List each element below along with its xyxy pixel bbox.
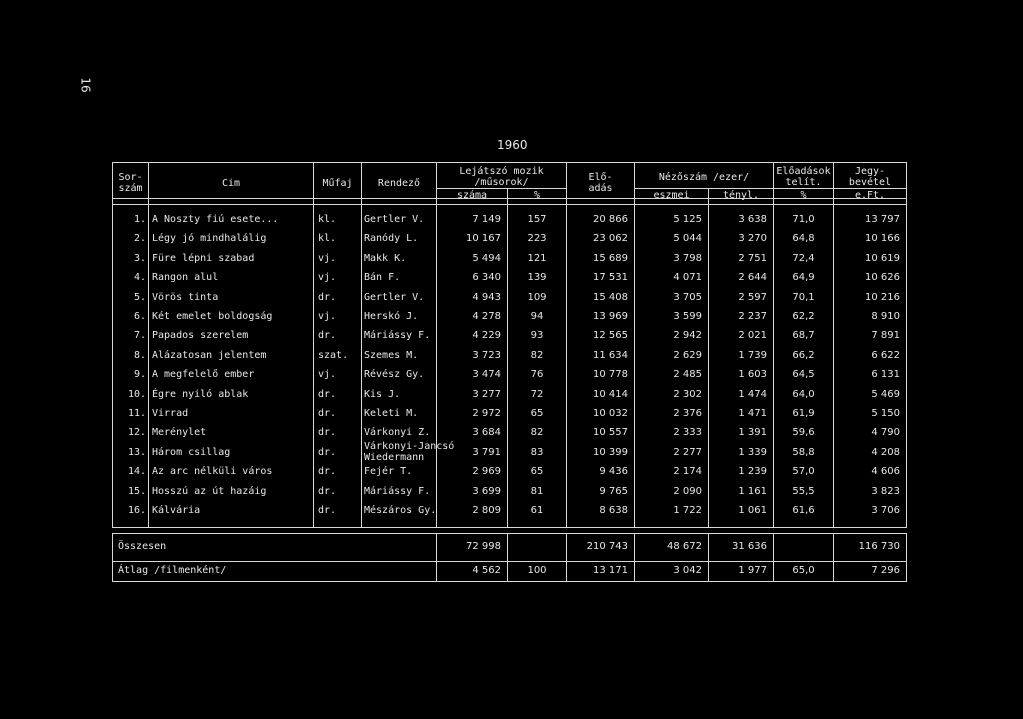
cell-telit: 68,7 [792, 330, 815, 341]
average-pct: 100 [527, 565, 547, 576]
table-row [112, 406, 906, 426]
cell-shows: 9 765 [599, 486, 628, 497]
totals-label: Összesen [118, 541, 167, 552]
average-label: Átlag /filmenként/ [118, 565, 227, 576]
cell-eszmei: 2 277 [673, 447, 702, 458]
header-sorszam [113, 172, 148, 194]
cell-pct: 61 [530, 505, 544, 516]
cell-genre: dr. [318, 466, 337, 477]
cell-pct: 223 [527, 233, 547, 244]
table-row [112, 484, 906, 504]
totals-cinemas: 72 998 [466, 541, 501, 552]
cell-director: Gertler V. [364, 292, 425, 303]
cell-title: A Noszty fiú esete... [152, 214, 279, 225]
cell-cinemas: 2 972 [472, 408, 501, 419]
table-row [112, 290, 906, 310]
cell-telit: 55,5 [792, 486, 815, 497]
cell-revenue: 6 131 [871, 369, 900, 380]
cell-telit: 58,8 [792, 447, 815, 458]
cell-genre: vj. [318, 272, 337, 283]
cell-genre: kl. [318, 233, 337, 244]
cell-pct: 72 [530, 389, 544, 400]
cell-cinemas: 4 943 [472, 292, 501, 303]
cell-revenue: 3 706 [871, 505, 900, 516]
cell-genre: dr. [318, 427, 337, 438]
header-eloadas-line2: adás [588, 183, 613, 194]
cell-title: Füre lépni szabad [152, 253, 255, 264]
cell-eszmei: 2 485 [673, 369, 702, 380]
cell-pct: 83 [530, 447, 544, 458]
cell-director: Keleti M. [364, 408, 419, 419]
cell-pct: 82 [530, 427, 544, 438]
cell-pct: 82 [530, 350, 544, 361]
cell-tenyl: 1 061 [738, 505, 767, 516]
totals-shows: 210 743 [586, 541, 628, 552]
cell-genre: szat. [318, 350, 349, 361]
cell-genre: dr. [318, 292, 337, 303]
cell-title: Légy jó mindhalálig [152, 233, 267, 244]
cell-tenyl: 1 603 [738, 369, 767, 380]
cell-pct: 157 [527, 214, 547, 225]
cell-title: Égre nyiló ablak [152, 389, 249, 400]
cell-revenue: 10 619 [865, 253, 900, 264]
cell-pct: 139 [527, 272, 547, 283]
table-row [112, 270, 906, 290]
table-row [112, 212, 906, 232]
cell-cinemas: 2 969 [472, 466, 501, 477]
cell-no: 12. [127, 427, 146, 438]
cell-director: Kis J. [364, 389, 401, 400]
cell-cinemas: 10 167 [466, 233, 501, 244]
cell-telit: 72,4 [792, 253, 815, 264]
cell-tenyl: 3 638 [738, 214, 767, 225]
cell-director-line1: Várkonyi-Jancsó [364, 441, 455, 452]
table-row [112, 464, 906, 484]
cell-eszmei: 2 376 [673, 408, 702, 419]
cell-cinemas: 3 684 [472, 427, 501, 438]
cell-telit: 66,2 [792, 350, 815, 361]
cell-revenue: 3 823 [871, 486, 900, 497]
table-row [112, 348, 906, 368]
header-nezoszam: Nézőszám /ezer/ [658, 172, 750, 183]
header-nezoszam-eszmei: eszmei [653, 190, 690, 201]
cell-director: Makk K. [364, 253, 407, 264]
average-revenue: 7 296 [871, 565, 900, 576]
header-lejatszo [437, 166, 566, 188]
table-row [112, 328, 906, 348]
header-eloadasok-pct: % [800, 190, 807, 201]
cell-eszmei: 2 174 [673, 466, 702, 477]
cell-revenue: 5 150 [871, 408, 900, 419]
cell-eszmei: 2 090 [673, 486, 702, 497]
cell-cinemas: 6 340 [472, 272, 501, 283]
cell-cinemas: 3 723 [472, 350, 501, 361]
cell-pct: 76 [530, 369, 544, 380]
cell-cinemas: 3 791 [472, 447, 501, 458]
cell-shows: 10 778 [593, 369, 628, 380]
cell-pct: 94 [530, 311, 544, 322]
header-rendezo: Rendező [377, 178, 421, 189]
table-row [112, 387, 906, 407]
cell-director: Révész Gy. [364, 369, 425, 380]
cell-tenyl: 3 270 [738, 233, 767, 244]
header-eloadas-line1: Elő- [588, 172, 613, 183]
cell-eszmei: 5 125 [673, 214, 702, 225]
totals-tenyl: 31 636 [732, 541, 767, 552]
cell-no: 9. [133, 369, 146, 380]
totals-revenue: 116 730 [858, 541, 900, 552]
cell-telit: 64,5 [792, 369, 815, 380]
cell-genre: kl. [318, 214, 337, 225]
cell-revenue: 7 891 [871, 330, 900, 341]
cell-eszmei: 2 302 [673, 389, 702, 400]
cell-genre: vj. [318, 369, 337, 380]
cell-shows: 10 557 [593, 427, 628, 438]
cell-shows: 11 634 [593, 350, 628, 361]
header-jegybevetel [834, 166, 906, 188]
table-row [112, 441, 906, 465]
table-row [112, 251, 906, 271]
cell-no: 5. [133, 292, 146, 303]
cell-shows: 10 032 [593, 408, 628, 419]
cell-no: 14. [127, 466, 146, 477]
cell-telit: 71,0 [792, 214, 815, 225]
cell-director: Gertler V. [364, 214, 425, 225]
cell-cinemas: 3 277 [472, 389, 501, 400]
cell-eszmei: 3 798 [673, 253, 702, 264]
page-number: 16 [78, 77, 93, 93]
cell-genre: vj. [318, 253, 337, 264]
average-telit: 65,0 [792, 565, 815, 576]
cell-cinemas: 7 149 [472, 214, 501, 225]
cell-no: 4. [133, 272, 146, 283]
cell-revenue: 10 166 [865, 233, 900, 244]
cell-eszmei: 4 071 [673, 272, 702, 283]
cell-genre: dr. [318, 389, 337, 400]
average-eszmei: 3 042 [673, 565, 702, 576]
cell-tenyl: 2 021 [738, 330, 767, 341]
cell-director: Várkonyi Z. [364, 427, 431, 438]
cell-no: 15. [127, 486, 146, 497]
cell-director: Máriássy F. [364, 486, 431, 497]
cell-director: Bán F. [364, 272, 401, 283]
cell-director: Máriássy F. [364, 330, 431, 341]
header-jegybevetel-unit: e.Ft. [854, 190, 886, 201]
cell-tenyl: 1 239 [738, 466, 767, 477]
cell-revenue: 6 622 [871, 350, 900, 361]
cell-title: Kálvária [152, 505, 201, 516]
cell-tenyl: 2 597 [738, 292, 767, 303]
cell-tenyl: 1 391 [738, 427, 767, 438]
cell-pct: 65 [530, 466, 544, 477]
cell-tenyl: 2 237 [738, 311, 767, 322]
cell-tenyl: 2 751 [738, 253, 767, 264]
cell-no: 1. [133, 214, 146, 225]
cell-title: Papados szerelem [152, 330, 249, 341]
cell-genre: vj. [318, 311, 337, 322]
header-jegybevetel-line1: Jegy- [854, 166, 886, 177]
cell-telit: 64,8 [792, 233, 815, 244]
header-jegybevetel-line2: bevétel [848, 177, 892, 188]
cell-revenue: 13 797 [865, 214, 900, 225]
header-eloadasok-line2: telít. [785, 177, 822, 188]
header-nezoszam-tenyl: tényl. [722, 190, 760, 201]
cell-eszmei: 5 044 [673, 233, 702, 244]
cell-title: A megfelelő ember [152, 369, 255, 380]
cell-eszmei: 3 705 [673, 292, 702, 303]
cell-cinemas: 2 809 [472, 505, 501, 516]
cell-title: Hosszú az út hazáig [152, 486, 267, 497]
cell-shows: 15 408 [593, 292, 628, 303]
cell-director: Szemes M. [364, 350, 419, 361]
header-lejatszo-szama: száma [456, 190, 488, 201]
cell-pct: 93 [530, 330, 544, 341]
cell-telit: 61,9 [792, 408, 815, 419]
cell-shows: 9 436 [599, 466, 628, 477]
cell-no: 11. [127, 408, 146, 419]
header-cim: Cim [221, 178, 241, 189]
header-lejatszo-pct: % [533, 190, 541, 201]
header-eloadasok [774, 166, 833, 188]
cell-title: Rangon alul [152, 272, 219, 283]
cell-revenue: 5 469 [871, 389, 900, 400]
cell-shows: 13 969 [593, 311, 628, 322]
cell-director-line2: Wiedermann [364, 452, 425, 463]
cell-telit: 64,9 [792, 272, 815, 283]
cell-shows: 10 414 [593, 389, 628, 400]
cell-pct: 81 [530, 486, 544, 497]
cell-director: Mészáros Gy. [364, 505, 437, 516]
cell-no: 7. [133, 330, 146, 341]
header-sorszam-line2: szám [118, 183, 143, 194]
header-eloadasok-line1: Előadások [776, 166, 831, 177]
cell-tenyl: 1 739 [738, 350, 767, 361]
header-sorszam-line1: Sor- [118, 172, 143, 183]
cell-shows: 20 866 [593, 214, 628, 225]
cell-cinemas: 3 474 [472, 369, 501, 380]
cell-revenue: 4 606 [871, 466, 900, 477]
cell-shows: 10 399 [593, 447, 628, 458]
cell-genre: dr. [318, 505, 337, 516]
cell-tenyl: 1 471 [738, 408, 767, 419]
cell-telit: 62,2 [792, 311, 815, 322]
cell-shows: 8 638 [599, 505, 628, 516]
cell-genre: dr. [318, 447, 337, 458]
cell-revenue: 4 208 [871, 447, 900, 458]
table-row [112, 231, 906, 251]
table-row [112, 503, 906, 523]
year-title: 1960 [497, 138, 528, 152]
cell-eszmei: 2 942 [673, 330, 702, 341]
cell-shows: 23 062 [593, 233, 628, 244]
cell-cinemas: 4 229 [472, 330, 501, 341]
cell-tenyl: 1 161 [738, 486, 767, 497]
cell-telit: 61,6 [792, 505, 815, 516]
cell-cinemas: 4 278 [472, 311, 501, 322]
cell-eszmei: 2 629 [673, 350, 702, 361]
cell-telit: 59,6 [792, 427, 815, 438]
cell-title: Merénylet [152, 427, 207, 438]
cell-tenyl: 2 644 [738, 272, 767, 283]
cell-telit: 64,0 [792, 389, 815, 400]
cell-no: 3. [133, 253, 146, 264]
totals-eszmei: 48 672 [667, 541, 702, 552]
header-eloadas [567, 172, 634, 194]
cell-revenue: 4 790 [871, 427, 900, 438]
cell-telit: 70,1 [792, 292, 815, 303]
table-row [112, 367, 906, 387]
cell-cinemas: 3 699 [472, 486, 501, 497]
cell-title: Vörös tinta [152, 292, 219, 303]
average-cinemas: 4 562 [472, 565, 501, 576]
average-shows: 13 171 [593, 565, 628, 576]
cell-no: 2. [133, 233, 146, 244]
cell-director: Fejér T. [364, 466, 413, 477]
cell-eszmei: 1 722 [673, 505, 702, 516]
cell-cinemas: 5 494 [472, 253, 501, 264]
cell-title: Virrad [152, 408, 189, 419]
cell-telit: 57,0 [792, 466, 815, 477]
cell-pct: 65 [530, 408, 544, 419]
cell-revenue: 8 910 [871, 311, 900, 322]
average-tenyl: 1 977 [738, 565, 767, 576]
cell-no: 6. [133, 311, 146, 322]
table-row [112, 425, 906, 445]
cell-pct: 121 [527, 253, 547, 264]
table-row [112, 309, 906, 329]
cell-genre: dr. [318, 408, 337, 419]
cell-genre: dr. [318, 330, 337, 341]
cell-title: Alázatosan jelentem [152, 350, 267, 361]
cell-title: Két emelet boldogság [152, 311, 273, 322]
cell-revenue: 10 626 [865, 272, 900, 283]
header-lejatszo-line1: Lejátszó mozik [459, 166, 544, 177]
cell-shows: 17 531 [593, 272, 628, 283]
cell-director [364, 441, 455, 463]
cell-pct: 109 [527, 292, 547, 303]
cell-genre: dr. [318, 486, 337, 497]
cell-director: Herskó J. [364, 311, 419, 322]
header-mufaj: Műfaj [322, 178, 353, 189]
cell-director: Ranódy L. [364, 233, 419, 244]
cell-shows: 15 689 [593, 253, 628, 264]
cell-shows: 12 565 [593, 330, 628, 341]
cell-tenyl: 1 474 [738, 389, 767, 400]
cell-no: 13. [127, 447, 146, 458]
cell-revenue: 10 216 [865, 292, 900, 303]
cell-no: 10. [127, 389, 146, 400]
cell-eszmei: 3 599 [673, 311, 702, 322]
cell-tenyl: 1 339 [738, 447, 767, 458]
cell-title: Az arc nélküli város [152, 466, 273, 477]
header-lejatszo-line2: /műsorok/ [474, 177, 529, 188]
cell-title: Három csillag [152, 447, 231, 458]
cell-eszmei: 2 333 [673, 427, 702, 438]
cell-no: 16. [127, 505, 146, 516]
cell-no: 8. [133, 350, 146, 361]
